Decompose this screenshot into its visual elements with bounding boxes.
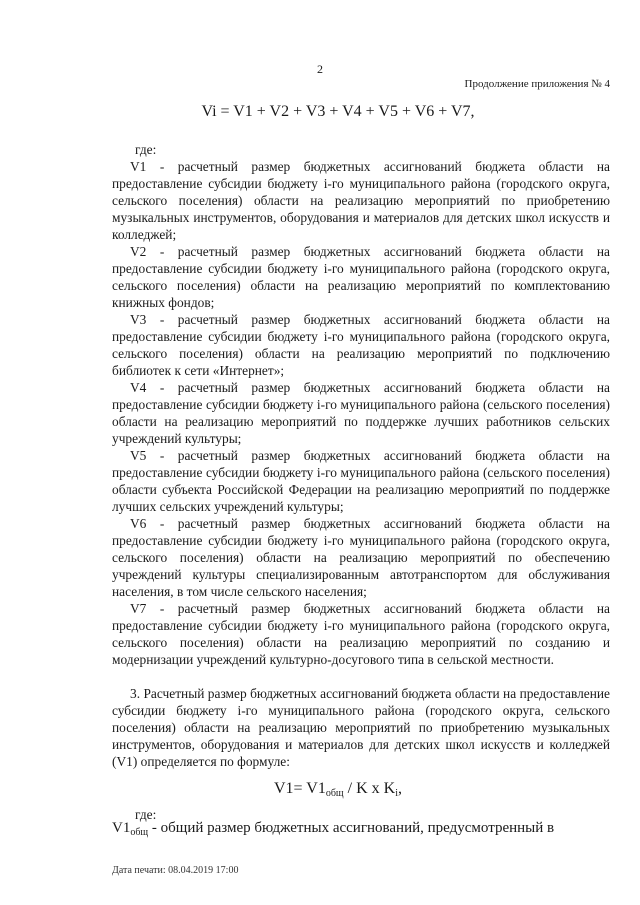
where-label-2: где:: [135, 807, 157, 822]
definition-v5: V5 - расчетный размер бюджетных ассигнований бюджета области на предоставление субсидии бюджету i-го муниципального района (сельского поселения) области субъекта Российской Федерации на реализацию мероприятий по поддержке лучших сельских учреждений культуры;: [112, 448, 610, 514]
definition-v7: V7 - расчетный размер бюджетных ассигнований бюджета области на предоставление субсидии бюджету i-го муниципального района (городского округа, сельского поселения) области на реализацию мероприятий по созданию и модернизации учреждений культурно-досугового типа в сельской местности.: [112, 601, 610, 667]
last-line-text: - общий размер бюджетных ассигнований, предусмотренный в: [148, 820, 555, 836]
definition-v1: V1 - расчетный размер бюджетных ассигнований бюджета области на предоставление субсидии бюджету i-го муниципального района (городского округа, сельского поселения) области на реализацию мероприятий по приобретению музыкальных инструментов, оборудования и материалов для детских школ искусств и колледжей;: [112, 159, 610, 242]
last-line-sub: общ: [130, 827, 149, 838]
print-date: Дата печати: 08.04.2019 17:00: [112, 865, 239, 876]
definition-v4: V4 - расчетный размер бюджетных ассигнований бюджета области на предоставление субсидии бюджету i-го муниципального района (сельского поселения) области на реализацию мероприятий по поддержке лучших работников сельских учреждений культуры;: [112, 380, 610, 446]
formula-v1-sub2: i: [395, 788, 398, 799]
paragraph-3: 3. Расчетный размер бюджетных ассигнований бюджета области на предоставление субсидии бюджету i-го муниципального района (городского округа, сельского поселения) области на реализацию мероприятий по приобретению музыкальных инструментов, оборудования и материалов для детских школ искусств и колледжей (V1) определяется по формуле:: [112, 686, 610, 769]
formula-v1: [18, 780, 640, 799]
appendix-note: Продолжение приложения № 4: [464, 78, 610, 90]
last-line-term: V1: [112, 820, 131, 836]
definition-v2: V2 - расчетный размер бюджетных ассигнований бюджета области на предоставление субсидии бюджету i-го муниципального района (городского округа, сельского поселения) области на реализацию мероприятий по комплектованию книжных фондов;: [112, 244, 610, 310]
definition-v6: V6 - расчетный размер бюджетных ассигнований бюджета области на предоставление субсидии бюджету i-го муниципального района (городского округа, сельского поселения) области на реализацию мероприятий по обеспечению учреждений культуры специализированным автотранспортом для обслуживания населения, в том числе сельского населения;: [112, 516, 610, 599]
formula-v1-end: ,: [397, 780, 402, 797]
paragraph-3-block: [112, 685, 610, 770]
formula-v1-lhs: V1= V1: [274, 780, 326, 797]
where-label: где:: [135, 142, 157, 157]
definitions-block: [112, 158, 610, 668]
page-number: 2: [317, 62, 323, 76]
last-line: [112, 820, 610, 838]
formula-main: Vi = V1 + V2 + V3 + V4 + V5 + V6 + V7,: [201, 103, 475, 120]
formula-v1-middle: / K x K: [343, 780, 396, 797]
formula-v1-sub1: общ: [325, 788, 344, 799]
definition-v3: V3 - расчетный размер бюджетных ассигнований бюджета области на предоставление субсидии бюджету i-го муниципального района (городского округа, сельского поселения) области на реализацию мероприятий по подключению библиотек к сети «Интернет»;: [112, 312, 610, 378]
